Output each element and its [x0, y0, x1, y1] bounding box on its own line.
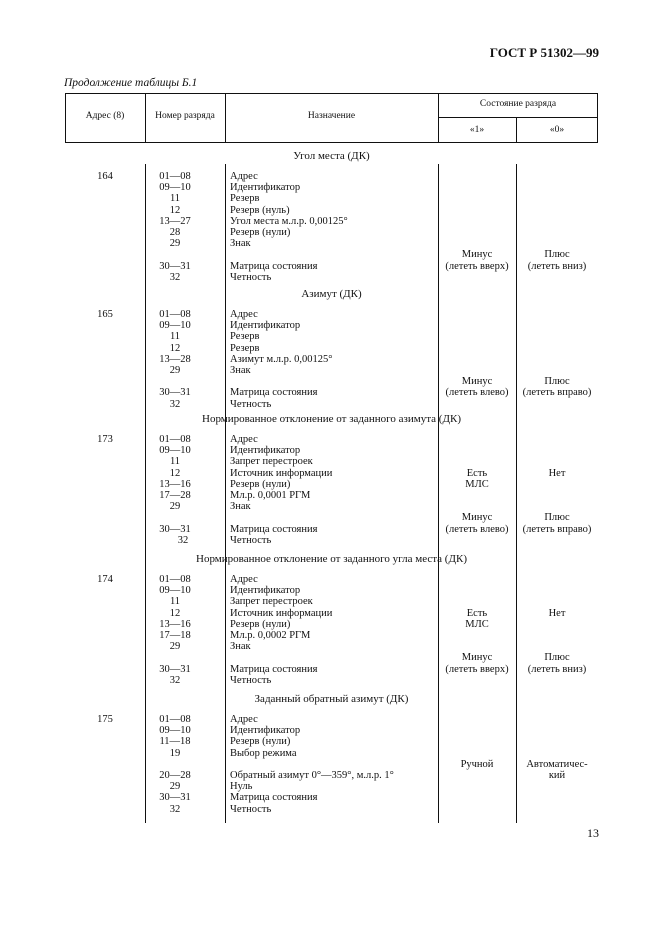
bit-number: 32 [169, 674, 181, 686]
bit-number: 29 [169, 364, 181, 376]
bit-number: 20—28 [159, 769, 191, 781]
bit-number: 13—28 [159, 353, 191, 365]
state-zero-value: Автоматичес- [526, 758, 588, 770]
bit-purpose: Нуль [230, 781, 253, 793]
bit-purpose: Матрица состояния [230, 523, 318, 535]
bit-purpose: Резерв (нуль) [230, 204, 290, 216]
state-zero-value: Нет [548, 607, 566, 619]
bit-number: 12 [169, 607, 181, 619]
bit-number: 32 [177, 534, 189, 546]
header-address: Адрес (8) [85, 111, 125, 121]
bit-purpose: Матрица состояния [230, 387, 318, 399]
bit-purpose: Адрес [230, 171, 258, 182]
bit-number: 32 [169, 398, 181, 410]
bit-purpose: Адрес [230, 434, 258, 445]
bit-purpose: Резерв [230, 331, 260, 343]
bit-purpose: Резерв (нули) [230, 618, 291, 630]
state-one-value: Минус [461, 249, 493, 261]
bit-number: 01—08 [159, 574, 191, 585]
bit-purpose [230, 759, 438, 770]
bit-number: 01—08 [159, 714, 191, 725]
state-one-value: (лететь влево) [445, 387, 509, 399]
bit-allocation-table [65, 93, 598, 823]
purpose-column [230, 309, 438, 410]
state-zero-value: (лететь вправо) [522, 387, 592, 399]
bit-number: 13—16 [159, 478, 191, 490]
bit-purpose [230, 512, 438, 523]
section-title: Нормированное отклонение от заданного азимута (ДК) [202, 413, 461, 425]
bit-number-column [145, 434, 225, 546]
bit-purpose: Идентификатор [230, 585, 301, 597]
bit-purpose: Четность [230, 803, 272, 815]
bit-number [145, 249, 205, 260]
bit-number: 09—10 [159, 445, 191, 457]
bit-number: 11 [169, 456, 181, 468]
page-number: 13 [587, 826, 599, 840]
bit-purpose: Резерв [230, 193, 260, 205]
bit-purpose: Выбор режима [230, 747, 297, 759]
bit-number: 17—18 [159, 629, 191, 641]
bit-purpose: Матрица состояния [230, 260, 318, 272]
bit-number: 29 [169, 641, 181, 653]
header-bottom-border [65, 142, 598, 143]
bit-number-column [145, 309, 225, 410]
bit-number [145, 512, 205, 523]
bit-number [145, 652, 205, 663]
state-zero-value: Плюс [544, 249, 570, 261]
state-header-divider [438, 117, 598, 118]
state-one-value: Минус [461, 512, 493, 524]
bit-number: 30—31 [159, 523, 191, 535]
bit-number: 01—08 [159, 434, 191, 445]
state-zero-value: (лететь вправо) [522, 523, 592, 535]
bit-purpose: Резерв (нули) [230, 478, 291, 490]
state-zero-value: кий [548, 770, 566, 781]
state-zero-value: Нет [548, 467, 566, 479]
bit-purpose: Знак [230, 501, 251, 513]
purpose-column [230, 714, 438, 815]
bit-purpose: Резерв (нули) [230, 226, 291, 238]
header-state: Состояние разряда [479, 99, 557, 109]
bit-purpose: Четность [230, 271, 272, 283]
state-zero-value: (лететь вниз) [527, 663, 587, 675]
bit-purpose: Знак [230, 364, 251, 376]
bit-number: 09—10 [159, 182, 191, 194]
bit-purpose: Мл.р. 0,0001 РГМ [230, 489, 311, 501]
bit-purpose: Адрес [230, 574, 258, 585]
bit-number: 11 [169, 331, 181, 343]
bit-purpose: Источник информации [230, 467, 333, 479]
bit-number: 12 [169, 204, 181, 216]
state-one-value: МЛС [465, 618, 489, 630]
address-value: 175 [97, 714, 113, 725]
state-one-value: (лететь вверх) [445, 260, 509, 272]
bit-purpose: Матрица состояния [230, 792, 318, 804]
bit-number: 29 [169, 781, 181, 793]
bit-purpose: Резерв [230, 342, 260, 354]
section-title: Угол места (ДК) [293, 150, 370, 162]
bit-purpose: Обратный азимут 0°—359°, м.л.р. 1° [230, 769, 394, 781]
purpose-column [230, 434, 438, 546]
bit-number: 17—28 [159, 489, 191, 501]
bit-number-column [145, 714, 225, 815]
state-one-value: (лететь вверх) [445, 663, 509, 675]
bit-number: 11 [169, 596, 181, 608]
bit-number: 11—18 [159, 736, 191, 748]
document-code: ГОСТ Р 51302—99 [489, 45, 599, 60]
bit-number: 01—08 [159, 309, 191, 320]
header-state-0: «0» [549, 125, 565, 135]
bit-purpose: Знак [230, 641, 251, 653]
bit-purpose: Адрес [230, 714, 258, 725]
state-one-value: Минус [461, 376, 493, 388]
state-zero-value: Плюс [544, 652, 570, 664]
state-one-value: (лететь влево) [445, 523, 509, 535]
purpose-column [230, 574, 438, 686]
bit-number [145, 376, 205, 387]
state-zero-value: (лететь вниз) [527, 260, 587, 272]
header-state-1: «1» [469, 125, 485, 135]
bit-number: 30—31 [159, 260, 191, 272]
address-value: 173 [97, 434, 113, 445]
bit-purpose [230, 652, 438, 663]
bit-number: 30—31 [159, 663, 191, 675]
state-zero-value: Плюс [544, 512, 570, 524]
address-value: 165 [97, 309, 113, 320]
bit-number: 30—31 [159, 792, 191, 804]
bit-purpose: Резерв (нули) [230, 736, 291, 748]
bit-purpose: Четность [230, 398, 272, 410]
bit-purpose: Четность [230, 674, 272, 686]
bit-purpose: Знак [230, 238, 251, 250]
state-one-value: Есть [466, 467, 488, 479]
state-one-value: МЛС [465, 478, 489, 490]
bit-number: 13—16 [159, 618, 191, 630]
bit-number: 12 [169, 467, 181, 479]
bit-number: 09—10 [159, 320, 191, 332]
bit-number-column [145, 171, 225, 283]
address-value: 174 [97, 574, 113, 585]
bit-purpose: Адрес [230, 309, 258, 320]
bit-purpose: Идентификатор [230, 445, 301, 457]
bit-purpose [230, 376, 438, 387]
bit-number: 29 [169, 501, 181, 513]
section-title: Азимут (ДК) [301, 288, 362, 300]
bit-purpose: Матрица состояния [230, 663, 318, 675]
bit-number-column [145, 574, 225, 686]
state-one-value: Минус [461, 652, 493, 664]
bit-purpose: Идентификатор [230, 725, 301, 737]
bit-purpose [230, 249, 438, 260]
bit-purpose: Запрет перестроек [230, 456, 313, 468]
section-title: Заданный обратный азимут (ДК) [254, 693, 409, 705]
bit-number: 32 [169, 803, 181, 815]
bit-purpose: Запрет перестроек [230, 596, 313, 608]
address-value: 164 [97, 171, 113, 182]
header-bit-number: Номер разряда [155, 111, 215, 121]
bit-number: 09—10 [159, 725, 191, 737]
body-divider-2 [225, 164, 226, 823]
bit-purpose: Мл.р. 0,0002 РГМ [230, 629, 311, 641]
bit-number: 32 [169, 271, 181, 283]
bit-purpose: Четность [230, 534, 272, 546]
bit-number: 28 [169, 226, 181, 238]
bit-purpose: Азимут м.л.р. 0,00125° [230, 353, 333, 365]
state-one-value: Ручной [460, 758, 494, 770]
bit-number: 12 [169, 342, 181, 354]
bit-number: 11 [169, 193, 181, 205]
bit-purpose: Источник информации [230, 607, 333, 619]
bit-number: 13—27 [159, 215, 191, 227]
state-one-value: Есть [466, 607, 488, 619]
state-zero-value: Плюс [544, 376, 570, 388]
bit-purpose: Идентификатор [230, 182, 301, 194]
bit-number [145, 759, 205, 770]
table-caption: Продолжение таблицы Б.1 [64, 77, 198, 89]
bit-purpose: Угол места м.л.р. 0,00125° [230, 215, 348, 227]
bit-purpose: Идентификатор [230, 320, 301, 332]
bit-number: 19 [169, 747, 181, 759]
header-purpose: Назначение [307, 111, 356, 121]
section-title: Нормированное отклонение от заданного угла места (ДК) [196, 553, 467, 565]
bit-number: 29 [169, 238, 181, 250]
purpose-column [230, 171, 438, 283]
bit-number: 09—10 [159, 585, 191, 597]
bit-number: 30—31 [159, 387, 191, 399]
bit-number: 01—08 [159, 171, 191, 182]
